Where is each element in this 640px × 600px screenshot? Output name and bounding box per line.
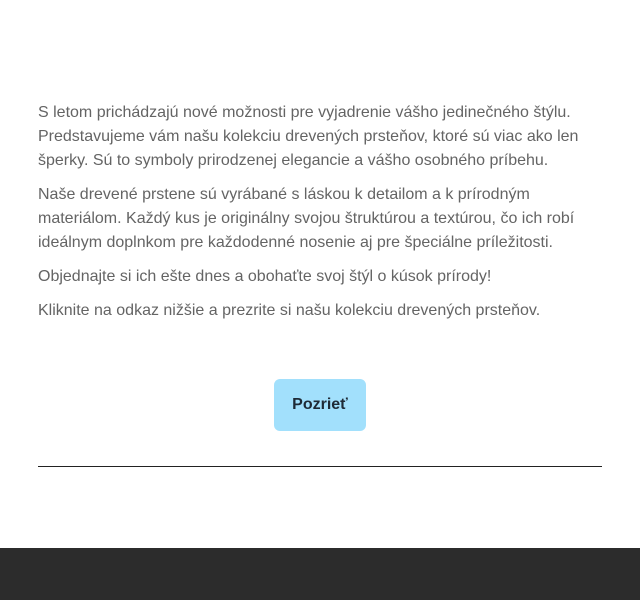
divider bbox=[38, 466, 602, 467]
paragraph-intro: S letom prichádzajú nové možnosti pre vyjadrenie vášho jedinečného štýlu. Predstavujeme vám našu kolekciu drevených prsteňov, ktoré sú viac ako len šperky. Sú to symboly prirodzenej elegancie a vášho osobného príbehu. bbox=[38, 104, 579, 169]
paragraph-details: Naše drevené prstene sú vyrábané s láskou k detailom a k prírodným materiálom. Každý kus je originálny svojou štruktúrou a textúrou, čo ich robí ideálnym doplnkom pre každodenné nosenie aj pre špeciálne príležitosti. bbox=[38, 186, 575, 251]
view-collection-button[interactable]: Pozrieť bbox=[274, 379, 366, 431]
message-body bbox=[38, 101, 602, 333]
paragraph-order: Objednajte si ich ešte dnes a obohaťte svoj štýl o kúsok prírody! bbox=[38, 268, 492, 285]
cta-container bbox=[0, 379, 640, 431]
paragraph-link-hint: Kliknite na odkaz nižšie a prezrite si našu kolekciu drevených prsteňov. bbox=[38, 302, 541, 319]
footer-bar bbox=[0, 548, 640, 600]
